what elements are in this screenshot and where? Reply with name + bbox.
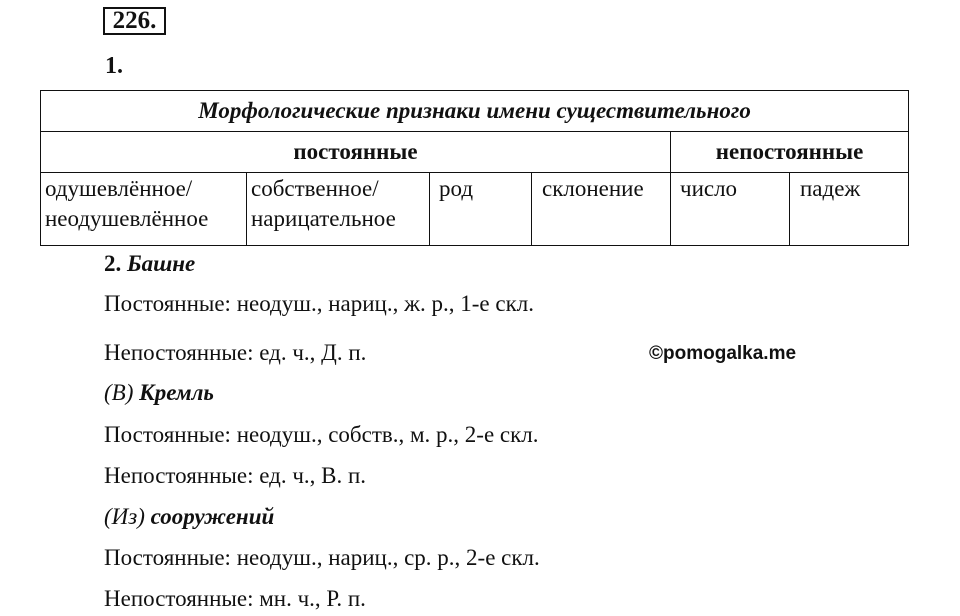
table-group-row [41,132,909,173]
word-3-variable: Непостоянные: мн. ч., Р. п. [104,586,366,611]
table-properties-row [41,173,909,246]
morphology-table [40,90,909,246]
word-heading-2 [104,379,214,407]
word-2-constant: Постоянные: неодуш., собств., м. р., 2-е скл. [104,422,539,447]
group-constant: постоянные [41,132,671,173]
word-3-constant: Постоянные: неодуш., нариц., ср. р., 2-е скл. [104,545,540,570]
watermark: ©pomogalka.me [649,343,797,364]
preposition-2: (В) [104,380,134,405]
table-title: Морфологические признаки имени существительного [41,91,909,132]
property-gender: род [430,173,532,246]
word-1-constant: Постоянные: неодуш., нариц., ж. р., 1-е скл. [104,291,534,316]
property-animacy: одушевлённое/ неодушевлённое [41,173,247,246]
property-declension: склонение [532,173,671,246]
word-3: сооружений [150,504,275,529]
preposition-3: (Из) [104,504,145,529]
word-heading-3 [104,503,274,531]
group-variable: непостоянные [671,132,909,173]
word-heading-1 [104,250,195,278]
property-case: падеж [790,173,909,246]
word-1-variable: Непостоянные: ед. ч., Д. п. [104,340,367,365]
table-title-row [41,91,909,132]
word-2-variable: Непостоянные: ед. ч., В. п. [104,463,367,488]
word-2: Кремль [139,380,214,405]
task-2-number: 2. [104,251,122,276]
property-number: число [671,173,790,246]
task-1-label: 1. [105,53,123,79]
property-proper-common: собственное/ нарицательное [247,173,430,246]
exercise-number: 226. [103,7,166,35]
word-1: Башне [127,251,196,276]
